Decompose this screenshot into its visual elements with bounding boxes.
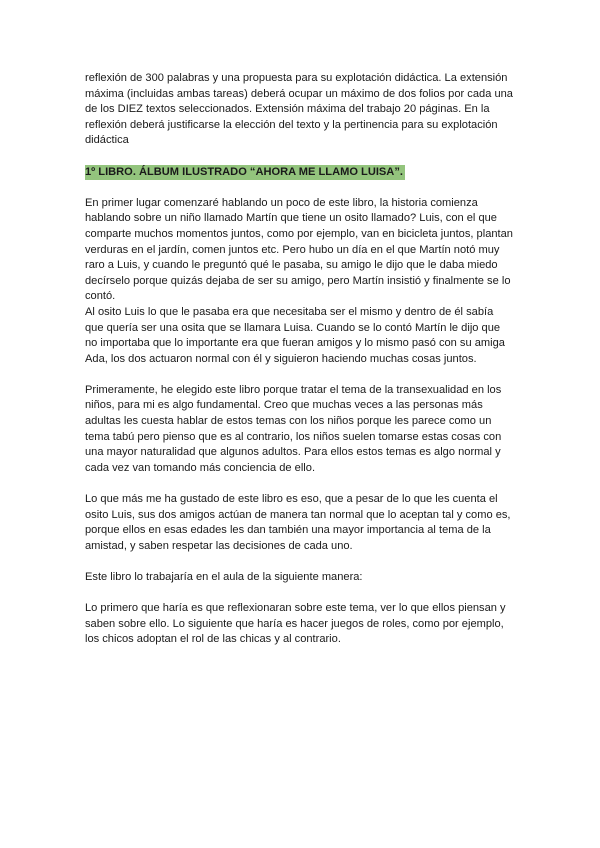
document-body <box>85 71 517 648</box>
text-line: saben sobre ello. Lo siguiente que haría es hacer juegos de roles, como por ejemplo, <box>85 617 504 630</box>
text-line: osito Luis, sus dos amigos actúan de manera tan normal que lo aceptan tal y como es, <box>85 508 511 521</box>
text-line: una mayor naturalidad que algunos adultos. Para ellos estos temas es algo normal y <box>85 446 501 459</box>
spacer <box>85 149 517 165</box>
section-heading-wrap <box>85 165 517 181</box>
text-line: decírselo porque quizás dejaba de ser su amigo, pero Martín insistió y finalmente se lo <box>85 274 511 287</box>
text-line: Al osito Luis lo que le pasaba era que necesitaba ser el mismo y dentro de él sabía <box>85 305 494 318</box>
section-heading: 1º LIBRO. ÁLBUM ILUSTRADO “AHORA ME LLAMO LUISA”. <box>85 165 403 178</box>
paragraph-3 <box>85 492 517 554</box>
spacer <box>85 476 517 492</box>
text-line: máxima (incluidas ambas tareas) deberá ocupar un máximo de dos folios por cada una <box>85 87 513 100</box>
text-line: Este libro lo trabajaría en el aula de la siguiente manera: <box>85 571 363 583</box>
text-line: Lo que más me ha gustado de este libro es eso, que a pesar de lo que les cuenta el <box>85 493 498 506</box>
text-line: verduras en el jardín, comen juntos etc. Pero hubo un día en el que Martín notó muy <box>85 243 500 256</box>
text-line: didáctica <box>85 134 129 147</box>
text-line: porque ellos en esas edades les dan también una mayor importancia al tema de la <box>85 524 491 537</box>
text-line: los chicos adoptan el rol de las chicas y al contrario. <box>85 633 341 646</box>
text-line: adultas les cuesta hablar de estos temas con los niños porque les parece como un <box>85 415 492 428</box>
text-line: Lo primero que haría es que reflexionaran sobre este tema, ver lo que ellos piensan y <box>85 602 506 615</box>
paragraph-4 <box>85 570 517 586</box>
spacer <box>85 367 517 383</box>
paragraph-2 <box>85 383 517 477</box>
spacer <box>85 554 517 570</box>
intro-paragraph <box>85 71 517 149</box>
text-line: Primeramente, he elegido este libro porque tratar el tema de la transexualidad en los <box>85 383 502 396</box>
text-line: contó. <box>85 290 116 303</box>
spacer <box>85 586 517 602</box>
text-line: En primer lugar comenzaré hablando un poco de este libro, la historia comienza <box>85 196 478 209</box>
text-line: que quería ser una osita que se llamara Luisa. Cuando se lo contó Martín le dijo que <box>85 321 501 334</box>
text-line: Ada, los dos actuaron normal con él y siguieron haciendo muchas cosas juntos. <box>85 352 477 365</box>
text-line: comparte muchos momentos juntos, como por ejemplo, van en bicicleta juntos, plantan <box>85 227 513 240</box>
text-line: raro a Luis, y cuando le preguntó qué le pasaba, su amigo le dijo que le daba miedo <box>85 259 498 272</box>
text-line: niños, para mi es algo fundamental. Creo que muchas veces a las personas más <box>85 399 483 412</box>
text-line: reflexión de 300 palabras y una propuesta para su explotación didáctica. La extensión <box>85 72 508 84</box>
spacer <box>85 180 517 196</box>
text-line: cada vez van tomando más conciencia de ello. <box>85 461 316 474</box>
text-line: no importaba que lo importante era que fueran amigos y lo mismo pasó con su amiga <box>85 337 505 350</box>
text-line: de los DIEZ textos seleccionados. Extensión máxima del trabajo 20 páginas. En la <box>85 103 490 116</box>
paragraph-5 <box>85 601 517 648</box>
text-line: hablando sobre un niño llamado Martín que tiene un osito llamado? Luis, con el que <box>85 212 497 225</box>
text-line: amistad, y saben respetar las decisiones de cada uno. <box>85 539 353 552</box>
text-line: reflexión deberá justificarse la elección del texto y la pertinencia para su explotación <box>85 118 498 131</box>
paragraph-1 <box>85 196 517 368</box>
text-line: tema tabú pero pienso que es al contrario, los niños suelen tomarse estas cosas con <box>85 430 502 443</box>
